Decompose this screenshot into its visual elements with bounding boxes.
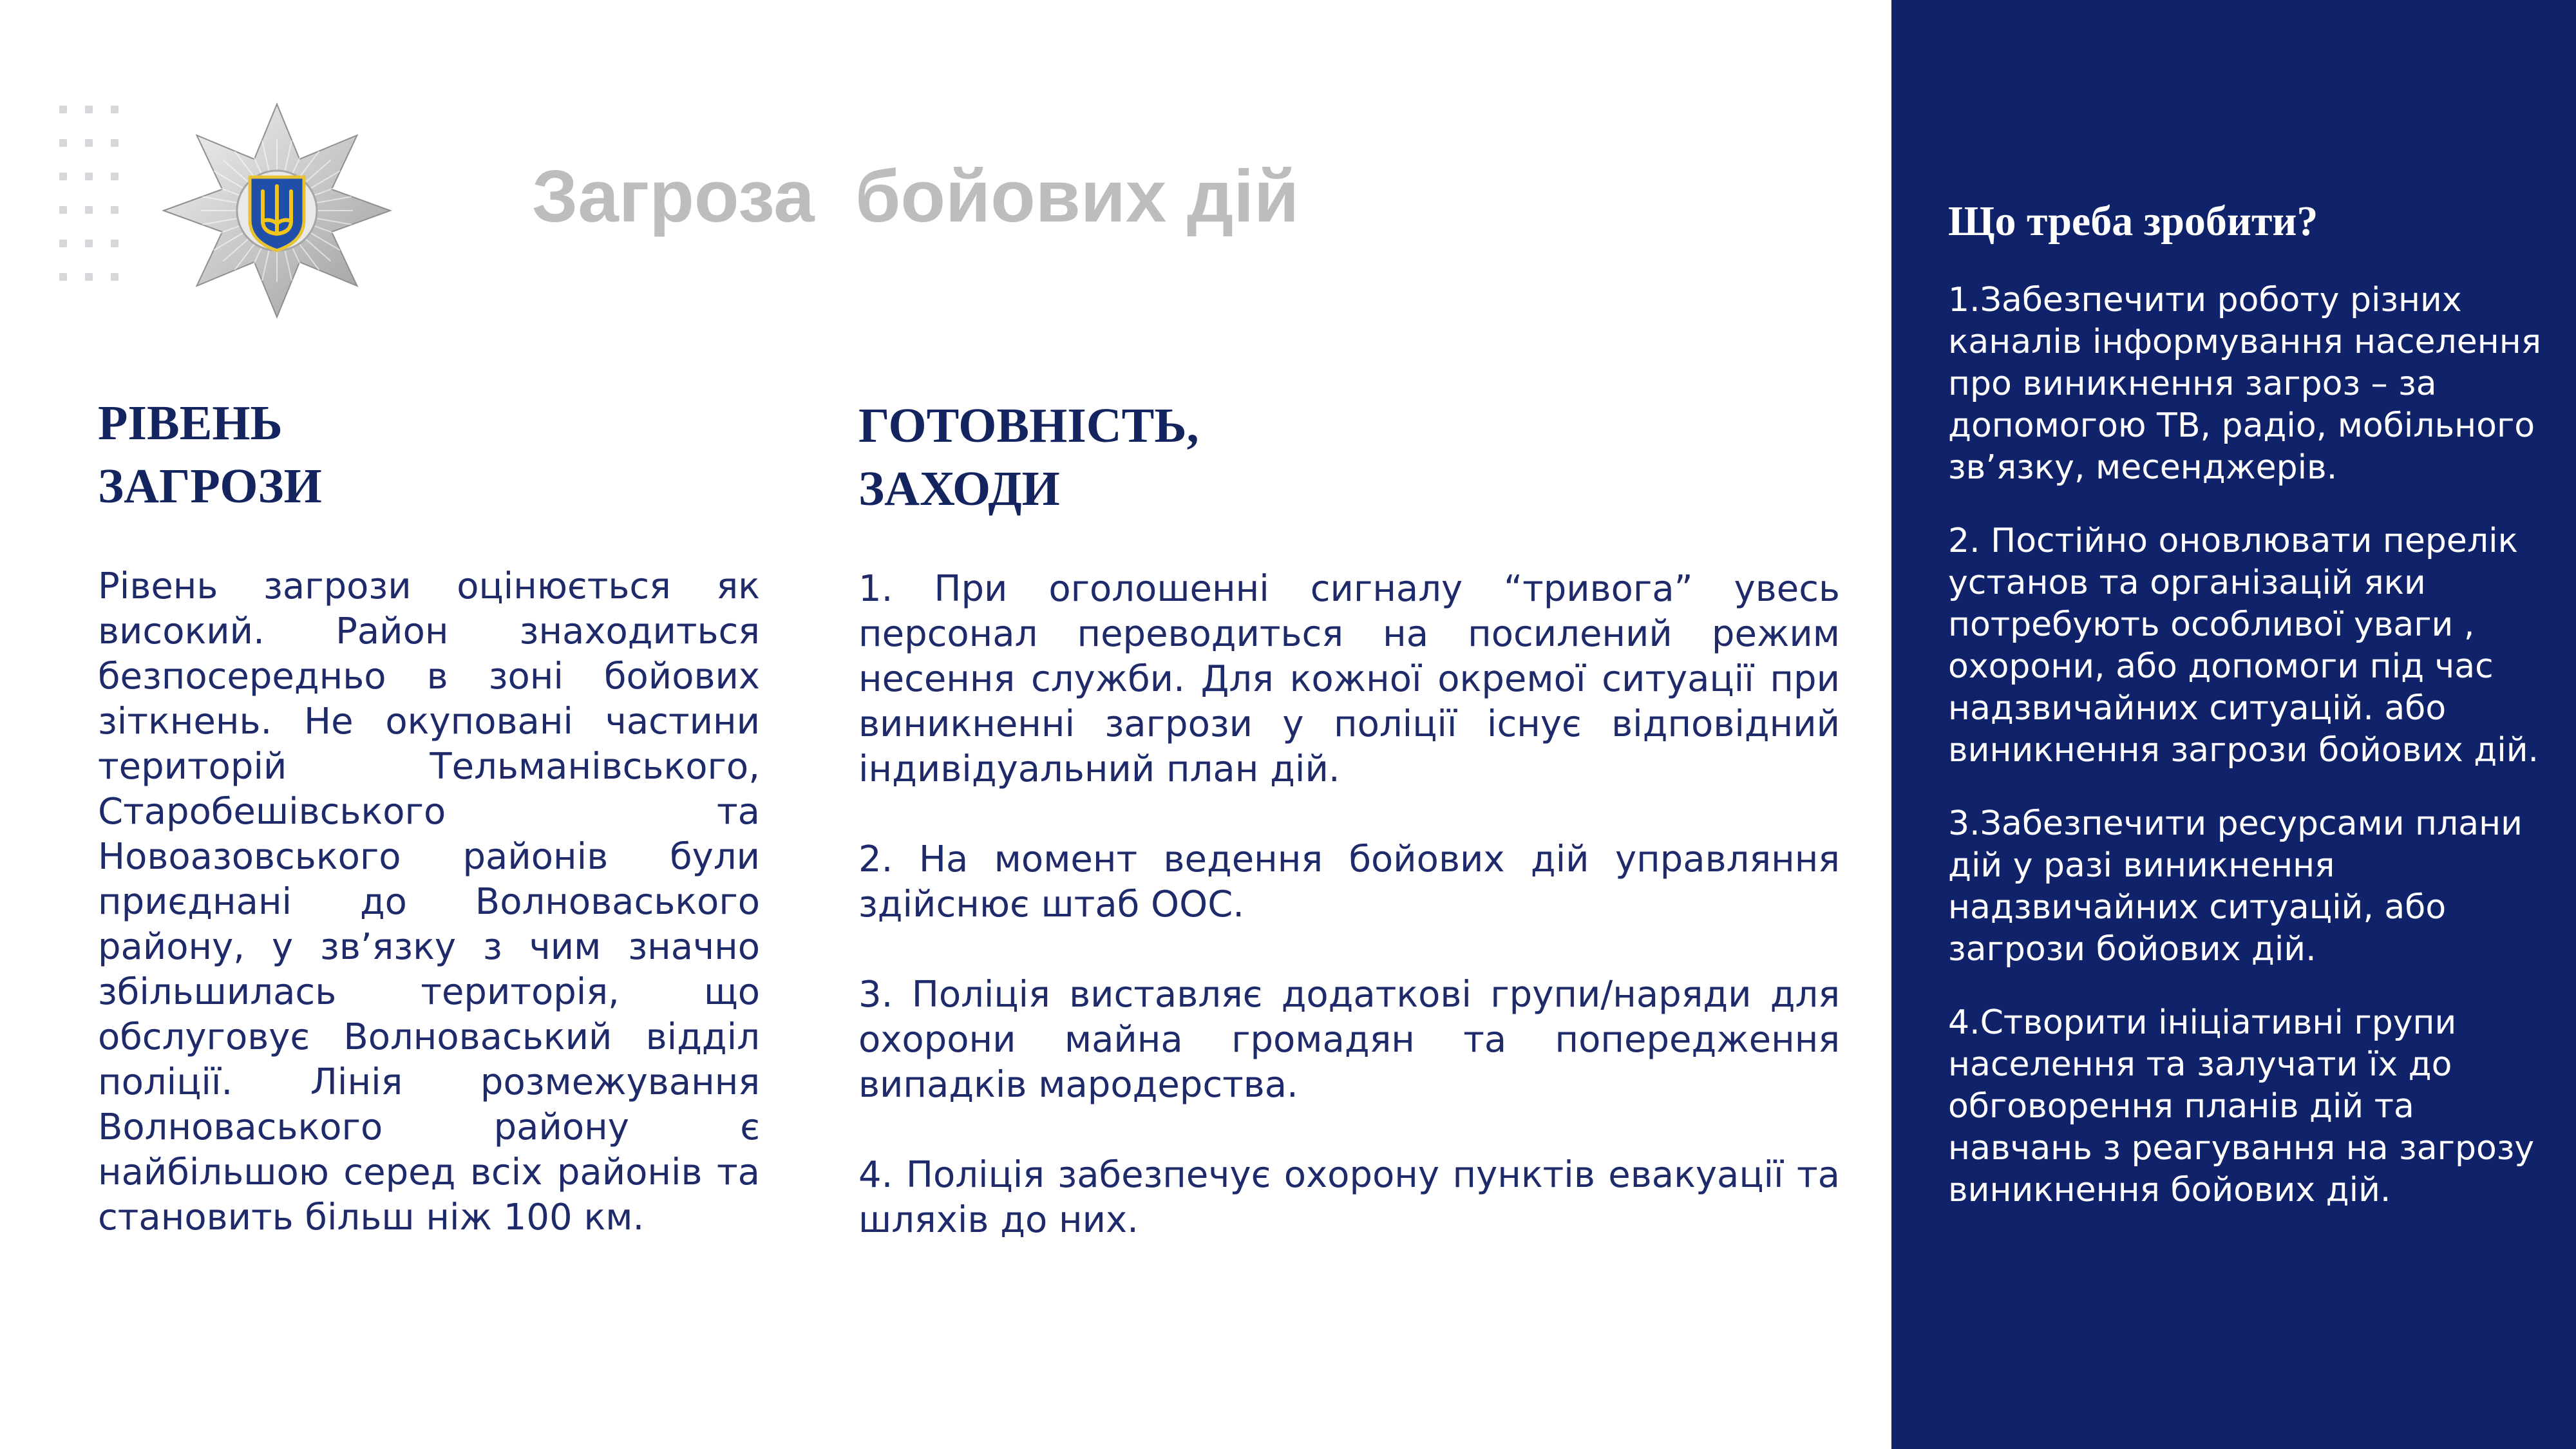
dot <box>111 106 118 113</box>
panel-title: Що треба зробити? <box>1948 198 2318 245</box>
dot <box>59 206 67 214</box>
dot <box>59 106 67 113</box>
list-item: 4.Створити ініціативні групи населення та залучати їх до обговорення планів дій та навчань з реагування на загрозу виникнення бойових дій. <box>1948 1003 2535 1209</box>
dot <box>85 240 93 247</box>
dot <box>85 106 93 113</box>
heading-line: ГОТОВНІСТЬ, <box>858 399 1199 453</box>
readiness-heading <box>858 394 1199 520</box>
threat-level-heading <box>98 392 322 518</box>
dot <box>59 273 67 281</box>
decorative-dot-grid <box>59 106 130 312</box>
list-item: 3. Поліція виставляє додаткові групи/наряди для охорони майна громадян та попередження випадків мародерства. <box>858 974 1840 1106</box>
dot <box>85 139 93 147</box>
dot <box>111 206 118 214</box>
dot <box>111 139 118 147</box>
list-item: 1.Забезпечити роботу різних каналів інформування населення про виникнення загроз – за допомогою ТВ, радіо, мобільного звʼязку, месенджерів. <box>1948 281 2541 487</box>
readiness-list <box>858 567 1840 1288</box>
list-item: 2. Постійно оновлювати перелік установ та організацій яки потребують особливої уваги , охорони, або допомоги під час надзвичайних ситуацій. або виникнення загрози бойових дій. <box>1948 522 2539 770</box>
heading-line: ЗАГРОЗИ <box>98 459 322 513</box>
page-title: Загроза бойових дій <box>532 156 1300 238</box>
list-item: 1. При оголошенні сигналу “тривога” увесь персонал переводиться на посилений режим несення служби. Для кожної окремої ситуації при виникненні загрози у поліції існує відповідний індивідуальний план дій. <box>858 568 1840 790</box>
list-item: 3.Забезпечити ресурсами плани дій у разі виникнення надзвичайних ситуацій, або загрози бойових дій. <box>1948 804 2523 969</box>
police-star-emblem-icon <box>155 95 399 326</box>
dot <box>85 206 93 214</box>
action-panel <box>1891 0 2576 1449</box>
heading-line: РІВЕНЬ <box>98 396 283 450</box>
dot <box>59 139 67 147</box>
list-item: 2. На момент ведення бойових дій управляння здійснює штаб ООС. <box>858 838 1840 925</box>
heading-line: ЗАХОДИ <box>858 462 1060 516</box>
dot <box>111 240 118 247</box>
list-item: 4. Поліція забезпечує охорону пунктів евакуації та шляхів до них. <box>858 1154 1840 1241</box>
dot <box>59 173 67 180</box>
dot <box>85 173 93 180</box>
dot <box>85 273 93 281</box>
action-list <box>1948 279 2560 1243</box>
dot <box>111 173 118 180</box>
dot <box>111 273 118 281</box>
threat-level-text: Рівень загрози оцінюється як високий. Район знаходиться безпосередньо в зоні бойових зіткнень. Не окуповані частини територій Тельманівського, Старобешівського та Новоазовського районів були приєднані до Волноваського району, у звʼязку з чим значно збільшилась територія, що обслуговує Волноваський відділ поліції. Лінія розмежування Волноваського району є найбільшою серед всіх районів та становить більш ніж 100 км. <box>98 565 760 1238</box>
dot <box>59 240 67 247</box>
